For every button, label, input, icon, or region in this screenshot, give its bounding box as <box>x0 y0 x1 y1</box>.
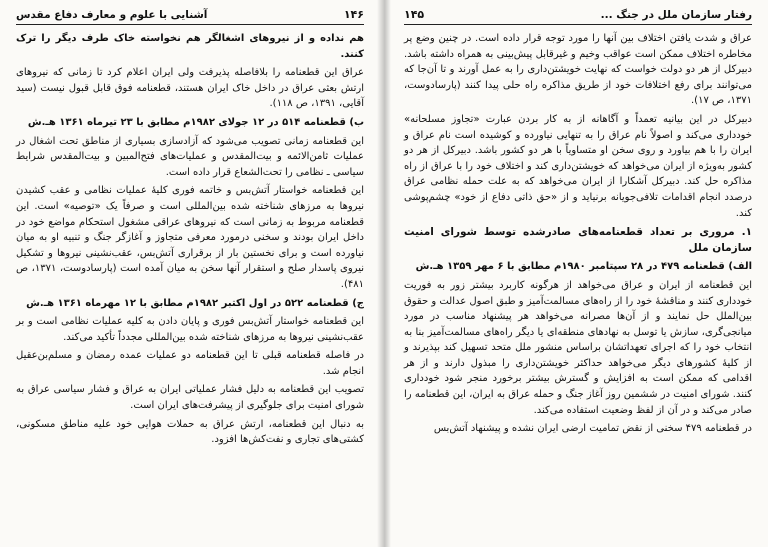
paragraph: عراق و شدت یافتن اختلاف بین آنها را مورد توجه قرار داده است. در چنین وضع پر مخاطره اختلاف ممکن است عواقب وخیم و غیرقابل پیش‌بینی به همراه داشته باشد. دبیرکل از هر دو دولت خواست که نهایت خویشتن‌داری را به عمل آورند و تا آن‌جا که می‌توانند برای رفع اختلافات خود از طریق مذاکره راه حلی پیدا کنند (پارسادوست، ۱۳۷۱، ص ۱۷). <box>404 33 752 107</box>
paragraph: این قطعنامه خواستار آتش‌بس فوری و پایان دادن به کلیه عملیات نظامی است و بر عقب‌نشینی نیروها به مرزهای شناخته شده بین‌المللی مجدداً تأکید می‌کند. <box>16 316 364 343</box>
left-running-head: آشنایی با علوم و معارف دفاع مقدس <box>16 9 208 21</box>
paragraph: دبیرکل در این بیانیه تعمداً و آگاهانه از به کار بردن عبارت «تجاوز مسلحانه» خودداری می‌کند و اصولاً نام عراق را به تنهایی نیاورده و کوشیده است نام عراق و ایران را با هم بیاورد و روی سخن او متساویاً با هر دو کشور باشد. دبیرکل از هر دو کشور به‌ویژه از ایران می‌خواهد که خویشتن‌داری کند و اختلاف خود را با عراق از راه مذاکره حل کند. دبیرکل آشکارا از ایران می‌خواهد که به علت حمله نظامی عراق درصدد انجام اقدامات تلافی‌جویانه برنیاید و از «حق ذاتی دفاع از خود» چشم‌پوشی کند. <box>404 113 752 219</box>
section-heading: ۱. مروری بر تعداد قطعنامه‌های صادرشده توسط شورای امنیت سازمان ملل <box>404 226 752 254</box>
left-page <box>0 0 380 547</box>
right-page-body <box>404 31 752 437</box>
paragraph: در قطعنامه ۴۷۹ سخنی از نقض تمامیت ارضی ایران نشده و پیشنهاد آتش‌بس <box>433 423 752 435</box>
left-page-body <box>16 31 364 448</box>
right-page-header <box>404 8 752 25</box>
paragraph: هم نداده و از نیروهای اشغالگر هم نخواسته خاک طرف دیگر را ترک کنند. <box>16 33 364 60</box>
resolution-subheading: ب) قطعنامه ۵۱۴ در ۱۲ جولای ۱۹۸۲م مطابق با ۲۳ تیرماه ۱۳۶۱ هـ.ش <box>27 116 364 128</box>
paragraph: این قطعنامه زمانی تصویب می‌شود که آزادسازی بسیاری از مناطق تحت اشغال در عملیات ثامن‌الائمه و بیت‌المقدس و عملیات‌های فتح‌المبین و بیت‌المقدس شرایط سیاسی ـ نظامی را تحت‌الشعاع قرار داده است. <box>16 135 364 178</box>
paragraph: در فاصله قطعنامه قبلی تا این قطعنامه دو عملیات عمده رمضان و مسلم‌بن‌عقیل انجام شد. <box>16 350 364 377</box>
resolution-subheading: ج) قطعنامه ۵۲۲ در اول اکتبر ۱۹۸۲م مطابق با ۱۲ مهرماه ۱۳۶۱ هـ.ش <box>26 297 364 309</box>
right-running-head: رفتار سازمان ملل در جنگ ... <box>600 9 752 21</box>
right-page-number: ۱۴۵ <box>404 8 425 21</box>
left-page-number: ۱۴۶ <box>343 8 364 21</box>
paragraph: به دنبال این قطعنامه، ارتش عراق به حملات هوایی خود علیه مناطق مسکونی، کشتی‌های تجاری و نفت‌کش‌ها افزود. <box>16 418 364 446</box>
paragraph: این قطعنامه از ایران و عراق می‌خواهد از هرگونه کاربرد بیشتر زور به فوریت خودداری کنند و مناقشهٔ خود را از راه‌های مسالمت‌آمیز و طبق اصول عدالت و حقوق بین‌الملل حل نمایند و از آن‌ها مصرانه می‌خواهد هر پیشنهاد مناسب در مورد میانجی‌گری، سازش یا توسل به نهادهای منطقه‌ای یا دیگر راه‌های مسالمت‌آمیز بنا به انتخاب خود را که اجرای تعهداتشان براساس منشور ملل متحد تسهیل کند بپذیرند و از کلیهٔ کشورهای دیگر می‌خواهد حداکثر خویشتن‌داری را مبذول دارند و از هر اقدامی که ممکن است به افزایش و گسترش بیشتر برخورد منجر شود خودداری کنند. شورای امنیت در ششمین روز آغاز جنگ و حمله عراق به ایران، این قطعنامه را صادر می‌کند و در آن از لفظ وضعیت استفاده می‌کند. <box>404 279 752 416</box>
left-page-header <box>16 8 364 25</box>
right-page <box>388 0 768 547</box>
paragraph: عراق این قطعنامه را بلافاصله پذیرفت ولی ایران اعلام کرد تا زمانی که نیروهای ارتش بعثی عراق در داخل خاک ایران هستند، قطعنامه فوق قابل قبول نیست (سید آقایی، ۱۳۹۱، ص ۱۱۸). <box>16 67 364 110</box>
paragraph: تصویب این قطعنامه به دلیل فشار عملیاتی ایران به عراق و فشار سیاسی عراق به شورای امنیت برای جلوگیری از پیشرفت‌های ایران است. <box>16 384 364 412</box>
paragraph: این قطعنامه خواستار آتش‌بس و خاتمه فوری کلیهٔ عملیات نظامی و عقب کشیدن نیروها به مرزهای شناخته شده بین‌المللی است و صرفاً یک «توصیه» است. این قطعنامه مربوط به زمانی است که نیروهای عراقی مشغول استحکام مواضع خود در داخل ایران بودند و سخنی درمورد معرفی متجاوز و آغازگر جنگ و تنبیه او به میان نیاورده است و برای نخستین بار از برقراری آتش‌بس، عقب‌نشینی نیروها و تشکیل نیروی پاسدار صلح و استقرار آنها سخن به میان آمده است (پارسادوست، ۱۳۷۱، ص ۴۸۱). <box>16 185 364 290</box>
resolution-subheading: الف) قطعنامه ۴۷۹ در ۲۸ سپتامبر ۱۹۸۰م مطابق با ۶ مهر ۱۳۵۹ هـ.ش <box>415 261 752 273</box>
